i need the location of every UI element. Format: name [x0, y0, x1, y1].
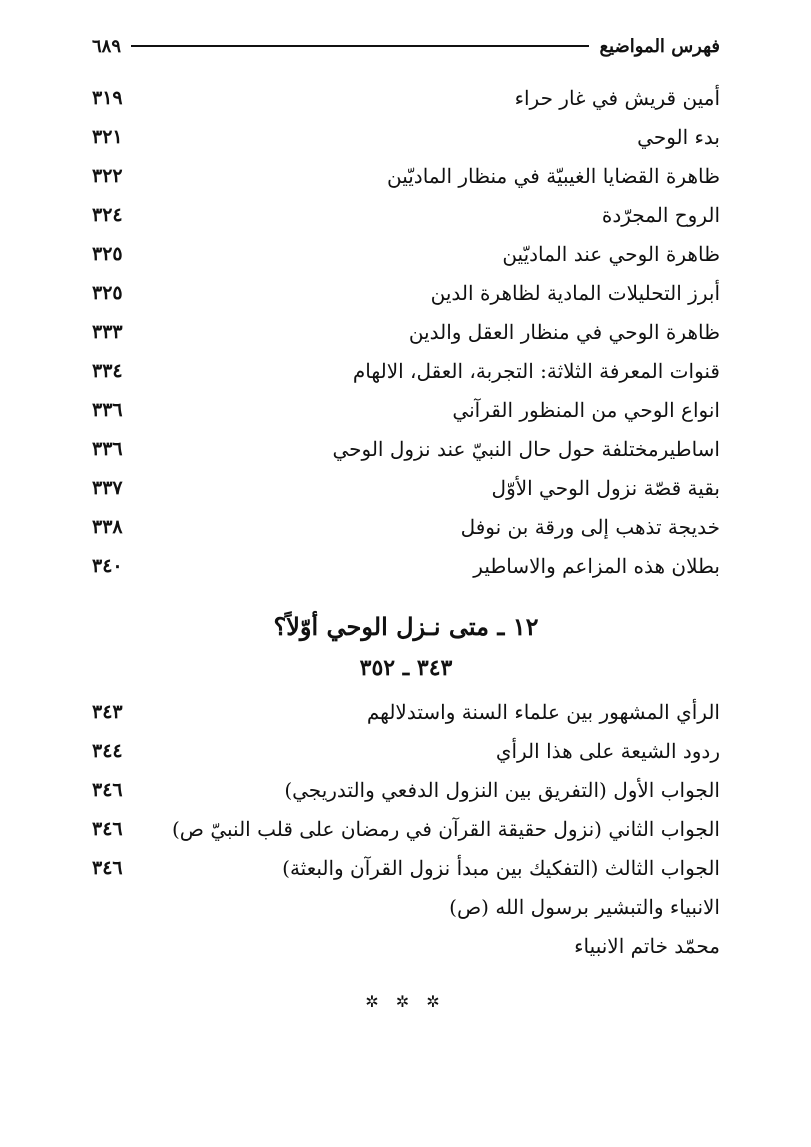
toc-entry: [92, 117, 720, 156]
toc-entry-title: أبرز التحليلات المادية لظاهرة الدين: [430, 280, 720, 305]
toc-entry-page: ٣٣٤: [92, 359, 123, 382]
header-title: فهرس المواضيع: [599, 35, 720, 57]
header-page-number: ٦٨٩: [92, 35, 122, 57]
toc-entry-page: ٣٣٣: [92, 320, 123, 343]
toc-entry-page: ٣١٩: [92, 86, 123, 109]
toc-list-section1: [92, 78, 720, 585]
toc-entry-page: ٣٣٨: [92, 515, 123, 538]
toc-entry-title: ردود الشيعة على هذا الرأي: [495, 738, 720, 763]
toc-entry-page: ٣٤٠: [92, 554, 123, 577]
toc-entry-page: ٣٢٥: [92, 281, 123, 304]
toc-entry: [92, 468, 720, 507]
toc-entry-title: الجواب الثاني (نزول حقيقة القرآن في رمضان على قلب النبيّ ص): [171, 816, 720, 841]
toc-entry-page: ٣٢٥: [92, 242, 123, 265]
toc-entry-title: الانبياء والتبشير برسول الله (ص): [449, 894, 720, 919]
toc-entry-title: خديجة تذهب إلى ورقة بن نوفل: [460, 514, 720, 539]
toc-entry-title: بطلان هذه المزاعم والاساطير: [473, 553, 720, 578]
toc-entry-title: الروح المجرّدة: [601, 202, 720, 227]
toc-entry-title: الرأي المشهور بين علماء السنة واستدلالهم: [366, 699, 720, 724]
toc-entry: [92, 429, 720, 468]
toc-entry-page: ٣٢٤: [92, 203, 123, 226]
toc-entry-title: قنوات المعرفة الثلاثة: التجربة، العقل، الالهام: [352, 358, 720, 383]
toc-entry: [92, 507, 720, 546]
toc-entry: [92, 926, 720, 965]
toc-entry: [92, 390, 720, 429]
toc-entry: [92, 312, 720, 351]
toc-entry: [92, 195, 720, 234]
toc-entry-title: ظاهرة القضايا الغيبيّة في منظار الماديّين: [386, 163, 720, 188]
toc-entry-page: ٣٣٧: [92, 476, 123, 499]
toc-entry: [92, 234, 720, 273]
toc-entry: [92, 78, 720, 117]
toc-entry-title: بدء الوحي: [637, 124, 720, 149]
toc-entry-title: اساطيرمختلفة حول حال النبيّ عند نزول الوحي: [332, 436, 720, 461]
toc-entry-title: ظاهرة الوحي عند الماديّين: [502, 241, 720, 266]
toc-entry-page: ٣٣٦: [92, 398, 123, 421]
toc-entry: [92, 809, 720, 848]
toc-entry-page: ٣٤٤: [92, 739, 123, 762]
toc-entry: [92, 692, 720, 731]
toc-entry-page: ٣٤٦: [92, 856, 123, 879]
toc-entry-title: ظاهرة الوحي في منظار العقل والدين: [408, 319, 720, 344]
toc-entry-title: انواع الوحي من المنظور القرآني: [452, 397, 720, 422]
section-page-range: ٣٤٣ ـ ٣٥٢: [359, 655, 453, 681]
toc-entry-title: الجواب الثالث (التفكيك بين مبدأ نزول القرآن والبعثة): [282, 855, 720, 880]
toc-entry: [92, 770, 720, 809]
header-rule: [131, 45, 589, 47]
toc-entry-title: الجواب الأول (التفريق بين النزول الدفعي والتدريجي): [284, 777, 720, 802]
toc-entry-page: ٣٣٦: [92, 437, 123, 460]
toc-entry: [92, 273, 720, 312]
toc-entry: [92, 156, 720, 195]
toc-entry-page: ٣٢١: [92, 125, 123, 148]
section-heading: ١٢ ـ متى نـزل الوحي أوّلاً؟: [273, 612, 539, 641]
toc-entry: [92, 351, 720, 390]
toc-entry: [92, 848, 720, 887]
toc-entry-title: محمّد خاتم الانبياء: [574, 933, 720, 958]
end-ornament: ✲ ✲ ✲: [365, 992, 446, 1011]
toc-entry-page: ٣٤٦: [92, 778, 123, 801]
toc-entry: [92, 887, 720, 926]
toc-entry-title: أمين قريش في غار حراء: [514, 85, 720, 110]
toc-entry: [92, 546, 720, 585]
running-header: [92, 30, 720, 62]
toc-list-section2: [92, 692, 720, 965]
toc-entry-page: ٣٤٦: [92, 817, 123, 840]
toc-entry-page: ٣٤٣: [92, 700, 123, 723]
toc-entry-title: بقية قصّة نزول الوحي الأوّل: [491, 475, 720, 500]
toc-entry: [92, 731, 720, 770]
toc-entry-page: ٣٢٢: [92, 164, 123, 187]
